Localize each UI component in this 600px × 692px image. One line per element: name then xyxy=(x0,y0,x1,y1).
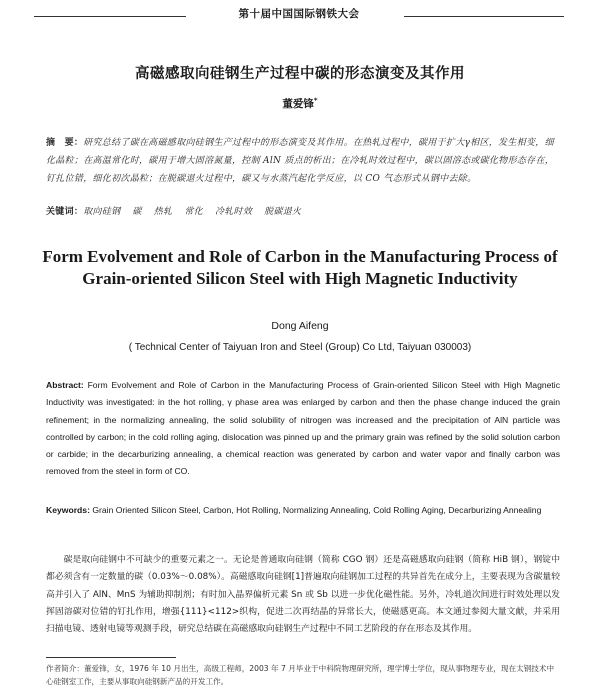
chinese-keyword: 常化 xyxy=(184,207,203,217)
header-rule-right xyxy=(404,16,564,17)
chinese-keywords-label: 关键词： xyxy=(46,207,84,217)
chinese-keyword: 冷轧时效 xyxy=(214,207,253,217)
header-rule-left xyxy=(34,16,186,17)
english-affiliation: ( Technical Center of Taiyuan Iron and Steel (Group) Co Ltd, Taiyuan 030003) xyxy=(128,342,472,353)
english-abstract-label: Abstract: xyxy=(46,380,84,390)
english-keywords-text: Grain Oriented Silicon Steel, Carbon, Hot Rolling, Normalizing Annealing, Cold Rolling Aging, Decarburizing Annealing xyxy=(92,505,542,515)
chinese-title: 高磁感取向硅钢生产过程中碳的形态演变及其作用 xyxy=(135,66,465,82)
chinese-abstract xyxy=(46,134,560,188)
chinese-keyword: 取向硅钢 xyxy=(83,207,121,217)
chinese-keyword: 热轧 xyxy=(153,207,173,217)
running-header xyxy=(34,4,564,24)
english-keywords xyxy=(46,502,560,519)
introduction-paragraph: 碳是取向硅钢中不可缺少的重要元素之一。无论是普通取向硅钢（简称 CGO 钢）还是高磁感取向硅钢（简称 HiB 钢），钢锭中都必须含有一定数量的碳（0.03%～0.08%）。高磁感取向硅钢[1]普遍取向硅钢加工过程的共异首先在成分上，主要表现为含碳量较高并引入了 AlN、MnS 为辅助抑制剂；有时加入晶界偏析元素 Sn 或 Sb 以进一步优化磁性能。另外，冷轧道次间进行时效处理以发挥固溶碳对位错的钉扎作用，增强{111}<112>织构，促进二次再结晶的异常长大，使磁感更高。本文通过参阅大量文献，并采用扫描电镜、透射电镜等观测手段，研究总结碳在高磁感取向硅钢生产过程中不同工艺阶段的存在形态及其作用。 xyxy=(46,555,560,635)
chinese-keyword: 碳 xyxy=(132,207,142,217)
chinese-abstract-text: 研究总结了碳在高磁感取向硅钢生产过程中的形态演变及其作用。在热轧过程中，碳用于扩大γ相区，发生相变，细化晶粒；在高温常化时，碳用于增大固溶氮量，控制 AlN 质点的析出；在冷轧时效过程中，碳以固溶态或碳化物形态存在，钉扎位错，细化初次晶粒；在脱碳退火过程中，碳又与水蒸汽起化学反应，以 CO 气态形式从钢中去除。 xyxy=(46,138,555,184)
chinese-keyword: 脱碳退火 xyxy=(264,207,302,217)
english-title: Form Evolvement and Role of Carbon in the Manufacturing Process of Grain-oriented Silicon Steel with High Magnetic Inductivity xyxy=(42,247,558,288)
conference-name: 第十届中国国际钢铁大会 xyxy=(238,8,360,20)
author-footnote: 作者简介：董爱锋，女，1976 年 10 月出生，高级工程师，2003 年 7 月毕业于中科院物理研究所，理学博士学位，现从事物理专业，现在太钢技术中心硅钢室工作，主要从事取向硅钢新产品的开发工作。 xyxy=(46,664,555,686)
english-keywords-label: Keywords: xyxy=(46,505,90,515)
english-author: Dong Aifeng xyxy=(271,320,329,332)
chinese-abstract-label: 摘 要： xyxy=(46,138,84,148)
author-footnote-mark: * xyxy=(313,96,318,105)
chinese-author-name: 董爱锋 xyxy=(282,98,314,110)
chinese-keywords xyxy=(46,204,560,217)
footnote-rule xyxy=(46,657,176,658)
chinese-author xyxy=(0,96,600,111)
english-abstract xyxy=(46,377,560,481)
english-abstract-text: Form Evolvement and Role of Carbon in the Manufacturing Process of Grain-oriented Silicon Steel with High Magnetic Inductivity was investigated: in the hot rolling, γ phase area was enlarged by carbon and then the phase change induced the grain refinement; in the normalizing annealing, the solid solubility of nitrogen was increased and the precipitation of AlN particle was controlled by carbon; in the cold rolling aging, dislocation was pinned up and the primary grain was refined by the solid solution carbon or carbide; in the decarburizing annealing, a chemical reaction was generated by carbon and water vapor and finally carbon was removed from the steel in form of CO. xyxy=(46,380,560,477)
